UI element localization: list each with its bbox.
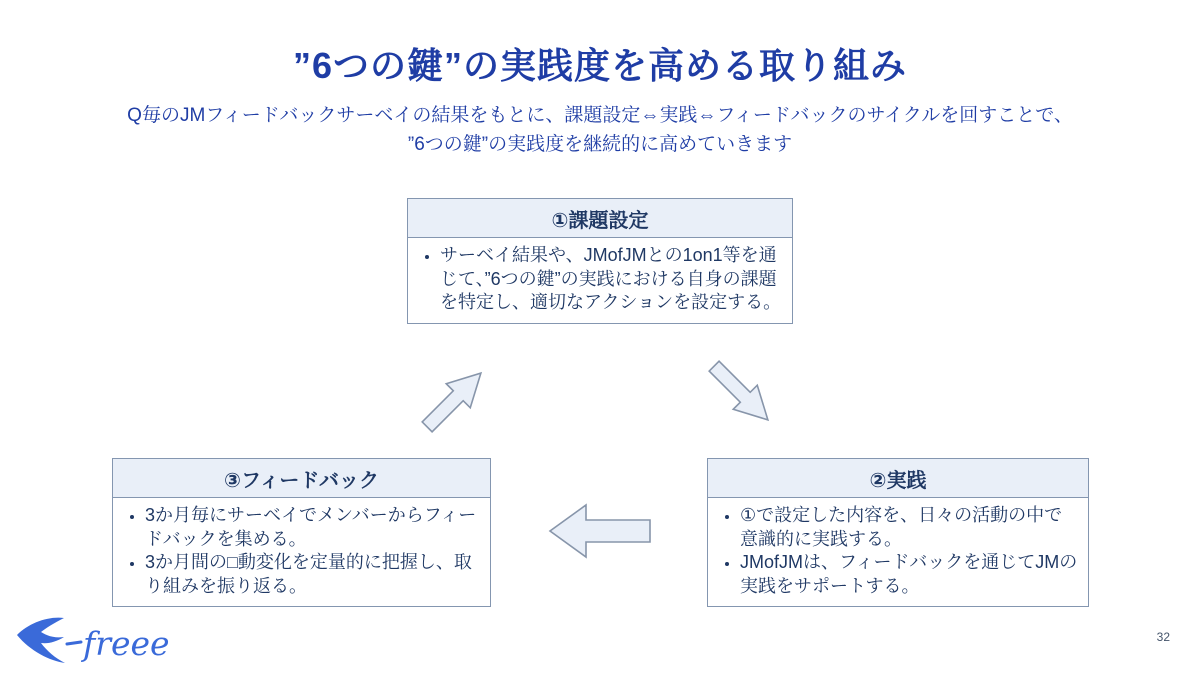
box-issue-setting — [407, 198, 793, 324]
bullet: • JMofJMは、フィードバックを通じてJMの実践をサポートする。 — [740, 551, 1080, 598]
box-practice-header: ②実践 — [708, 459, 1088, 498]
logo-wordmark: freee — [83, 624, 170, 663]
freee-logo — [14, 610, 204, 673]
box-practice-body — [708, 504, 1088, 598]
subtitle-line-2: ”6つの鍵”の実践度を継続的に高めていきます — [407, 134, 793, 155]
swallow-icon — [17, 618, 81, 663]
arrow-down-right-icon — [703, 355, 779, 431]
box-practice — [707, 458, 1089, 607]
box-feedback-body — [113, 504, 490, 598]
bullet: • 3か月間の□動変化を定量的に把握し、取り組みを振り返る。 — [145, 551, 482, 598]
bullet: • ①で設定した内容を、日々の活動の中で意識的に実践する。 — [740, 504, 1080, 551]
box-feedback — [112, 458, 491, 607]
bullet: • サーベイ結果や、JMofJMとの1on1等を通じて、”6つの鍵”の実践における自身の課題を特定し、適切なアクションを設定する。 — [440, 244, 784, 315]
bullet: • 3か月毎にサーベイでメンバーからフィードバックを集める。 — [145, 504, 482, 551]
page-subtitle — [0, 101, 1200, 159]
subtitle-line-1: Q毎のJMフィードバックサーベイの結果をもとに、課題設定⇔実践⇔フィードバックのサイクルを回すことで、 — [127, 105, 1073, 126]
box-issue-setting-body — [408, 244, 792, 315]
box-feedback-header: ③フィードバック — [113, 459, 490, 498]
arrow-left-icon — [550, 505, 650, 557]
page-number: 32 — [1156, 630, 1170, 644]
box-issue-setting-header: ①課題設定 — [408, 199, 792, 238]
page-title: ”6つの鍵”の実践度を高める取り組み — [292, 45, 908, 86]
arrow-up-right-icon — [416, 362, 492, 438]
